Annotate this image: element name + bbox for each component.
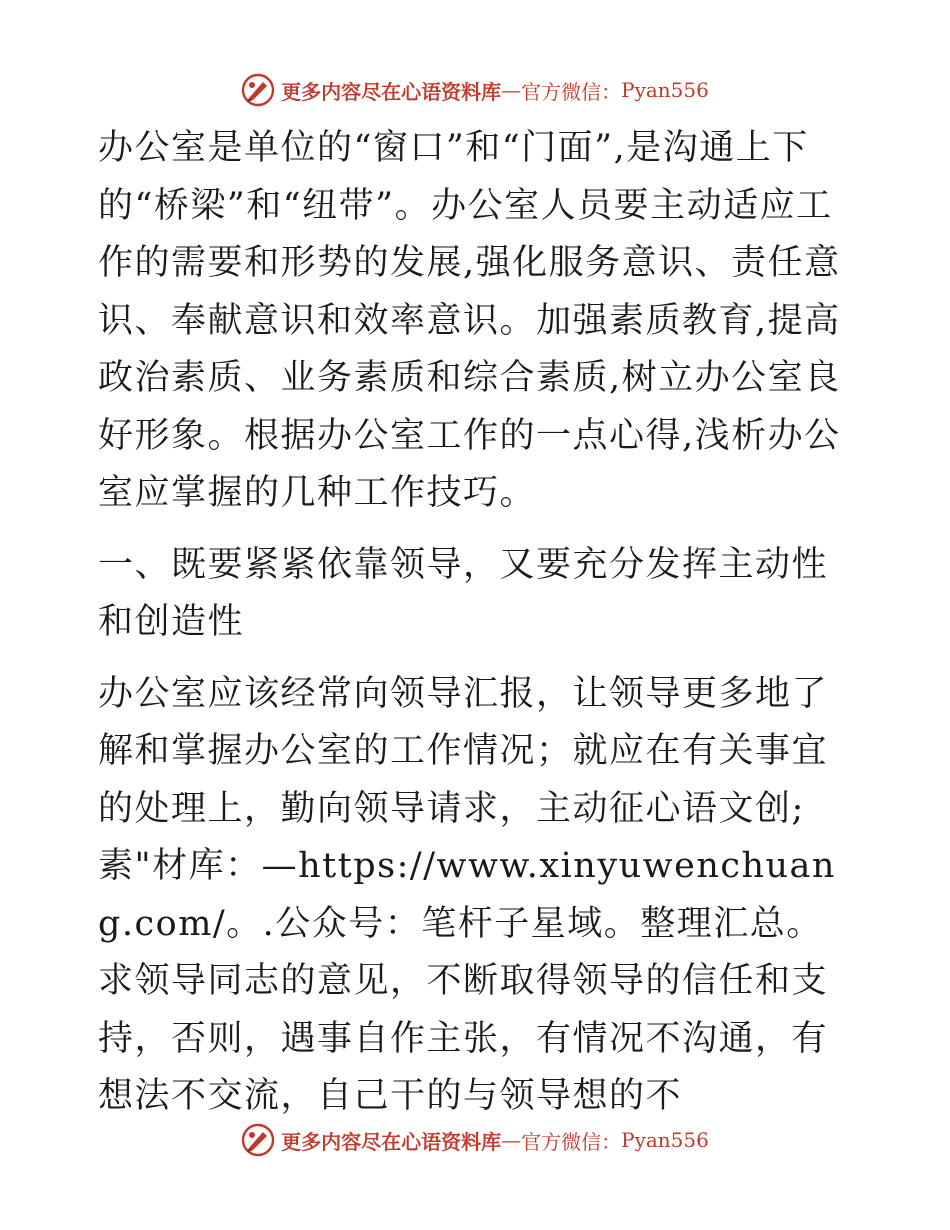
document-body [98,120,858,1126]
pen-logo-icon [241,1123,275,1157]
banner-brand-text: 更多内容尽在心语资料库 [281,1129,502,1154]
banner-brand-text: 更多内容尽在心语资料库 [281,79,502,104]
paragraph-intro: 办公室是单位的“窗口”和“门面”,是沟通上下的“桥梁”和“纽带”。办公室人员要主动适应工作的需要和形势的发展,强化服务意识、责任意识、奉献意识和效率意识。加强素质教育,提高政治素质、业务素质和综合素质,树立办公室良好形象。根据办公室工作的一点心得,浅析办公室应掌握的几种工作技巧。 [98,128,841,513]
section-heading-1: 一、既要紧紧依靠领导，又要充分发挥主动性和创造性 [98,544,829,642]
footer-banner [0,1120,950,1160]
paragraph-section-1: 办公室应该经常向领导汇报，让领导更多地了解和掌握办公室的工作情况；就应在有关事宜的处理上，勤向领导请求，主动征心语文创;素"材库：—https://www.xinyuwenchuang.com/。.公众号：笔杆子星域。整理汇总。求领导同志的意见，不断取得领导的信任和支持，否则，遇事自作主张，有情况不沟通，有想法不交流，自己干的与领导想的不 [98,673,836,1116]
banner-contact-id: Pyan556 [621,1128,709,1152]
banner-contact-label: 官方微信： [521,1129,622,1154]
banner-contact-id: Pyan556 [621,78,709,102]
banner-separator: — [501,1128,522,1152]
banner-contact-label: 官方微信： [521,79,622,104]
header-banner [0,70,950,110]
pen-logo-icon [241,73,275,107]
banner-separator: — [501,78,522,102]
